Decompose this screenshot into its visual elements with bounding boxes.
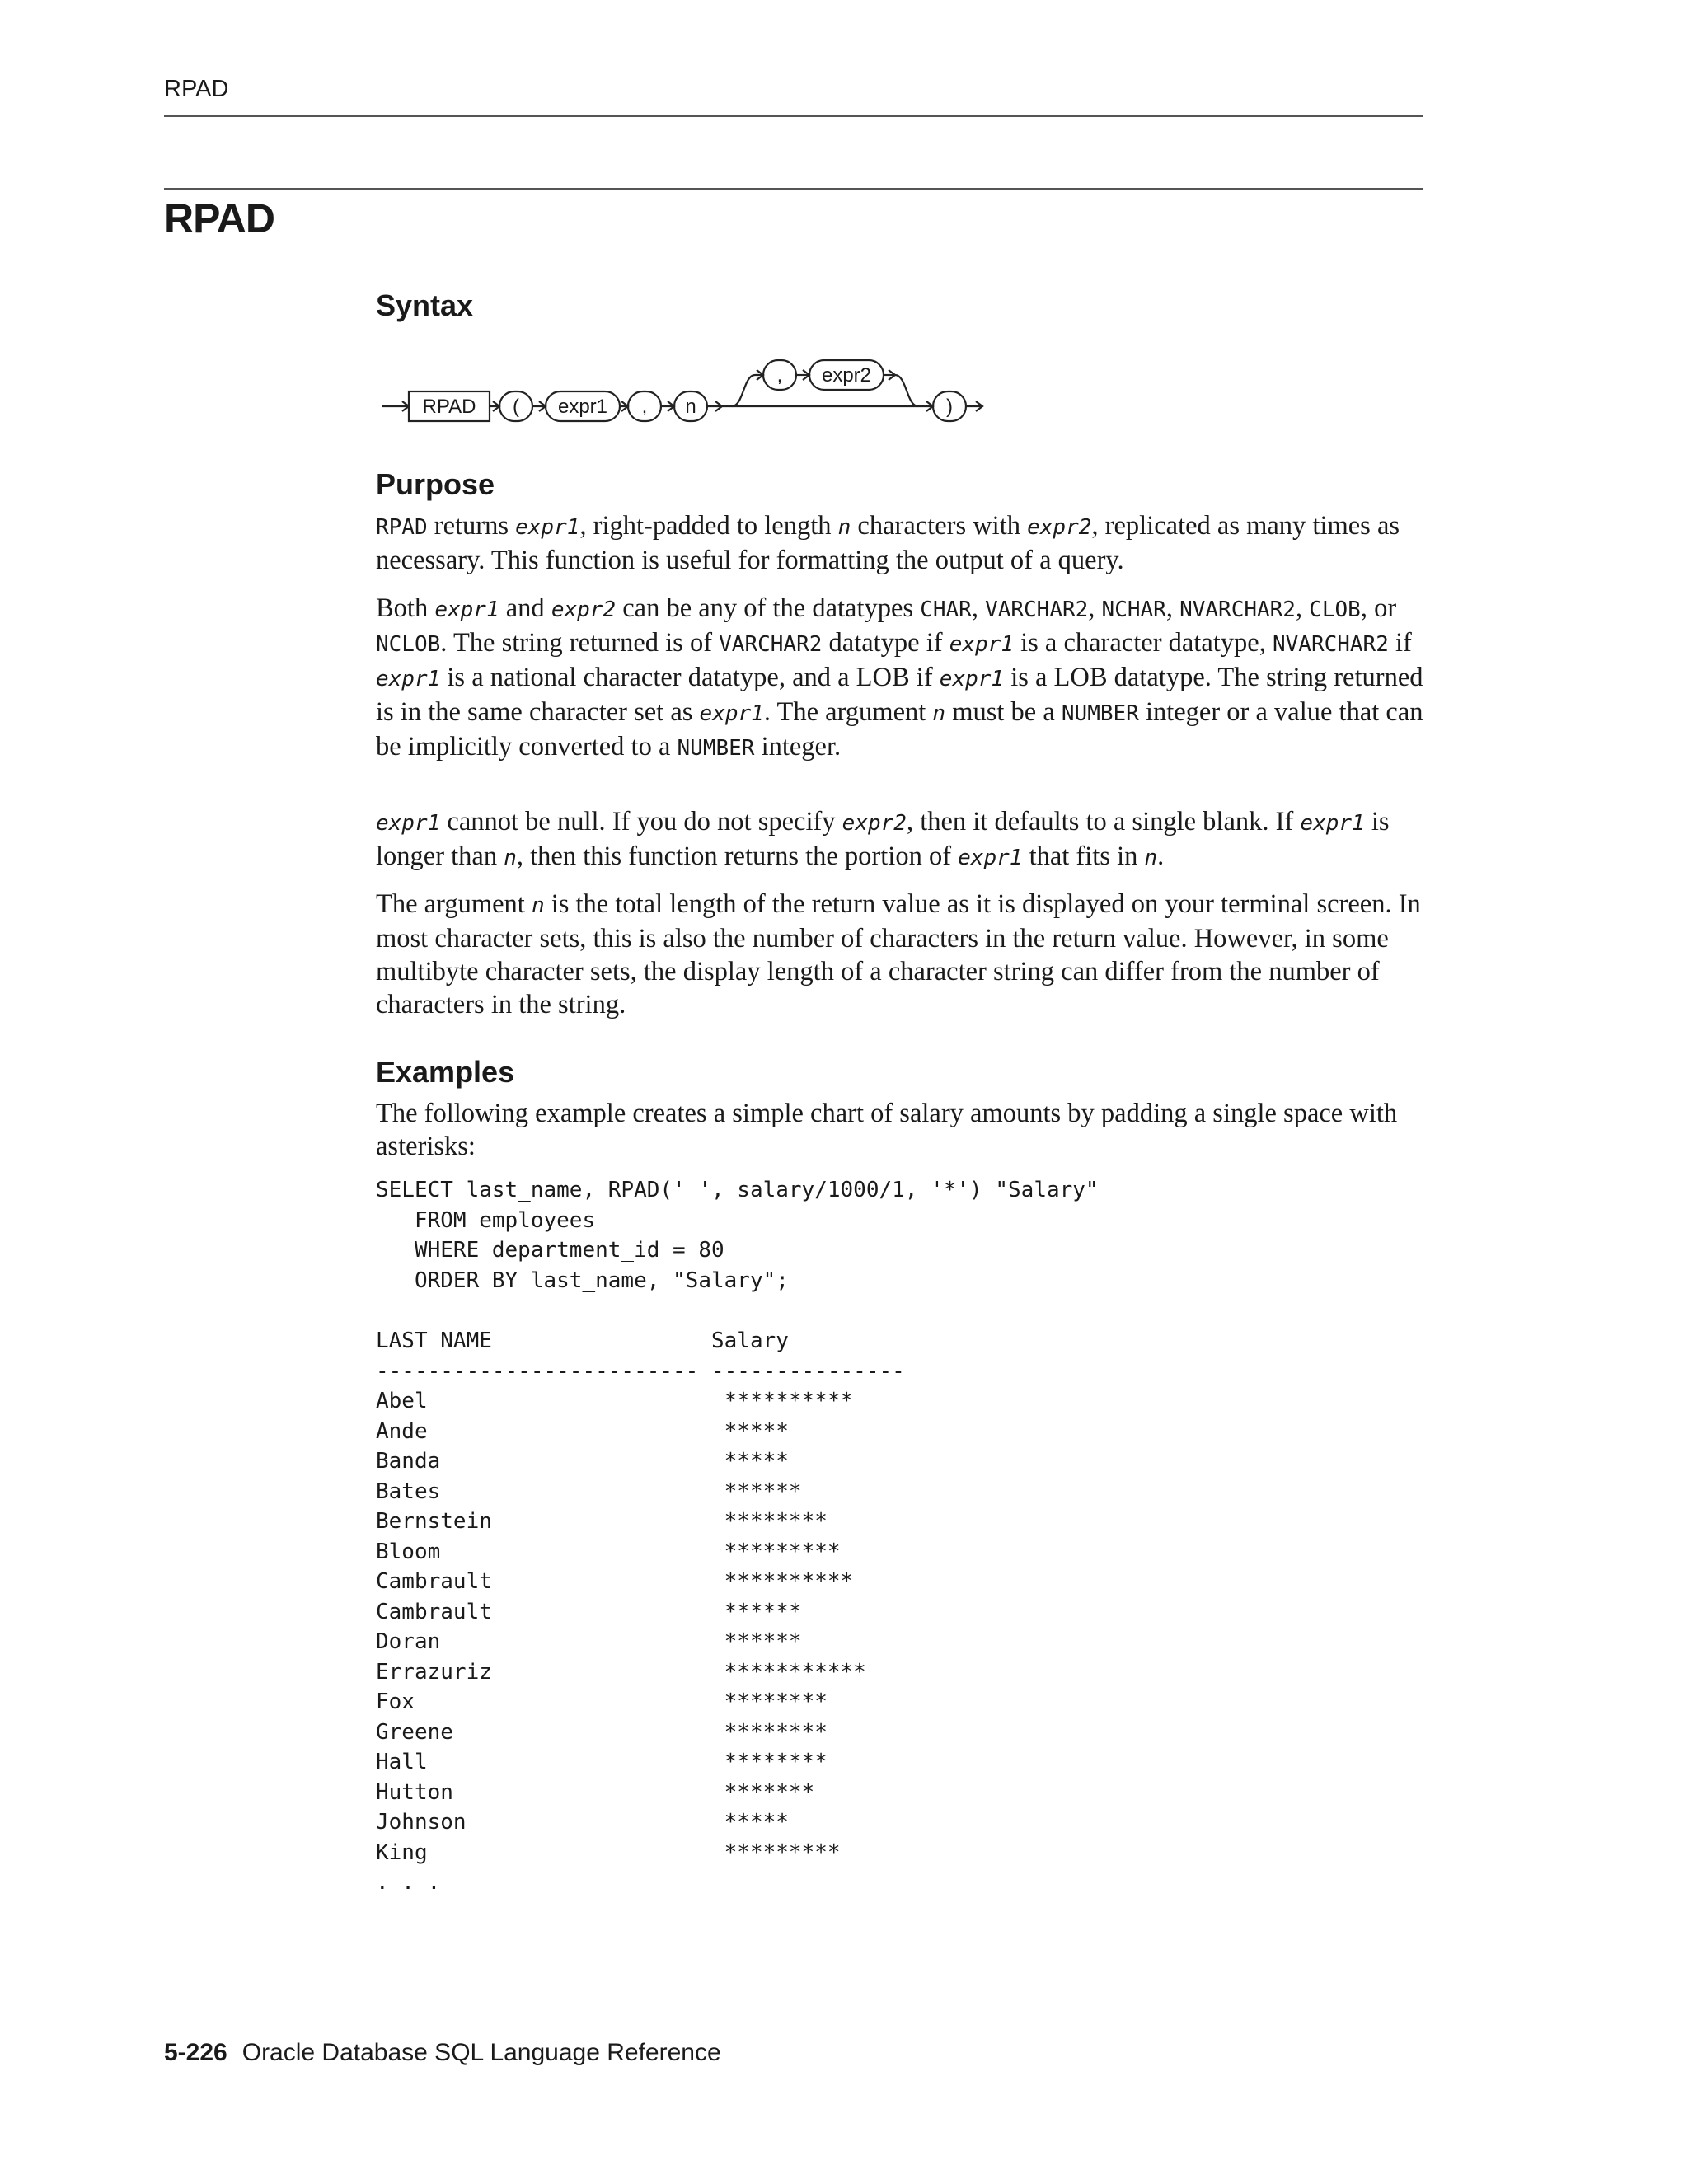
inline-code: CHAR [920, 598, 972, 622]
keyword-label: RPAD [422, 396, 476, 418]
close-paren-label: ) [946, 396, 953, 418]
inline-code: expr1 [958, 846, 1023, 870]
examples-intro: The following example creates a simple chart of salary amounts by padding a single space with asterisks: [376, 1099, 1398, 1161]
text-run: integer or a value that can be implicitly converted to a [376, 697, 1423, 762]
text-run: , [1088, 593, 1102, 623]
inline-code: RPAD [376, 515, 428, 540]
inline-code: NVARCHAR2 [1272, 632, 1389, 657]
inline-code: expr2 [842, 811, 907, 836]
running-header: RPAD [164, 76, 229, 102]
open-paren-label: ( [513, 396, 519, 418]
text-run: , [971, 593, 986, 623]
inline-code: expr1 [1300, 811, 1365, 836]
inline-code: n [504, 846, 517, 870]
text-run: is a national character datatype, and a LOB if [440, 663, 940, 692]
text-run: cannot be null. If you do not specify [440, 807, 842, 837]
branch-line [732, 375, 763, 406]
inline-code: expr1 [515, 515, 580, 540]
book-title: Oracle Database SQL Language Reference [241, 2039, 721, 2066]
n-label: n [685, 396, 696, 418]
inline-code: expr1 [949, 632, 1014, 657]
inline-code: expr1 [434, 598, 499, 622]
text-run: is the total length of the return value as it is displayed on your terminal screen. In most character sets, this is also the number of characters in the return value. However, in some multibyte character sets, the display length of a character string can differ from the number of characters in the string. [376, 889, 1421, 1019]
text-run: and [499, 593, 551, 623]
example-sql-code: SELECT last_name, RPAD(' ', salary/1000/1, '*') "Salary" FROM employees WHERE department_id = 80 ORDER BY last_name, "Salary"; [376, 1178, 1099, 1293]
syntax-heading: Syntax [376, 288, 474, 322]
inline-code: expr1 [699, 701, 764, 726]
text-run: , then it defaults to a single blank. If [906, 807, 1301, 837]
inline-code: NVARCHAR2 [1179, 598, 1296, 622]
branch-comma-label: , [776, 364, 783, 387]
text-run: if [1388, 628, 1412, 658]
expr2-label: expr2 [821, 364, 872, 387]
examples-heading: Examples [376, 1055, 515, 1089]
inline-code: CLOB [1309, 598, 1361, 622]
text-run: that fits in [1022, 841, 1145, 871]
inline-code: VARCHAR2 [985, 598, 1089, 622]
text-run: returns [427, 511, 516, 541]
text-run: , or [1360, 593, 1397, 623]
syntax-diagram [376, 342, 1019, 433]
text-run: , then this function returns the portion of [516, 841, 959, 871]
inline-code: NUMBER [677, 736, 755, 761]
title-rule [164, 188, 1423, 190]
text-run: is a character datatype, [1013, 628, 1273, 658]
purpose-paragraph-2 [376, 592, 1427, 765]
text-run: . The argument [763, 697, 933, 727]
inline-code: NUMBER [1061, 701, 1139, 726]
inline-code: n [531, 893, 545, 918]
inline-code: n [837, 515, 851, 540]
inline-code: n [1144, 846, 1158, 870]
text-run: integer. [754, 732, 842, 762]
text-run: , [1295, 593, 1310, 623]
purpose-paragraph-3 [376, 805, 1427, 874]
text-run: . The string returned is of [440, 628, 720, 658]
page-footer [164, 2039, 721, 2067]
expr1-label: expr1 [557, 396, 608, 418]
text-run: Both [376, 593, 435, 623]
inline-code: VARCHAR2 [719, 632, 823, 657]
purpose-paragraph-1 [376, 509, 1427, 577]
inline-code: expr2 [1027, 515, 1092, 540]
text-run: , replicated as many times as necessary. This function is useful for formatting the output of a query. [376, 511, 1400, 575]
inline-code: expr1 [939, 667, 1005, 691]
inline-code: expr1 [376, 811, 441, 836]
text-run: can be any of the datatypes [616, 593, 921, 623]
text-run: datatype if [822, 628, 950, 658]
text-run: is longer than [376, 807, 1390, 871]
purpose-paragraph-4 [376, 888, 1427, 1021]
example-query-output: LAST_NAME Salary ------------------------- --------------- Abel ********** Ande ***** Banda ***** Bates ****** Bernstein ******** Bloom ********* Cambrault ********** Cambrault ****** Doran ****** Errazuriz *********** Fox ******** Greene ******** Hall ******** Hutton ******* Johnson ***** King ********* . . . [376, 1329, 905, 1895]
text-run: , [1165, 593, 1180, 623]
text-run: The argument [376, 889, 532, 919]
inline-code: expr1 [376, 667, 441, 691]
inline-code: n [932, 701, 946, 726]
page-number: 5-226 [164, 2039, 227, 2066]
inline-code: NCLOB [376, 632, 441, 657]
page-title: RPAD [164, 195, 274, 241]
header-rule [164, 115, 1423, 117]
text-run: . [1157, 841, 1165, 871]
text-run: characters with [851, 511, 1028, 541]
inline-code: expr2 [551, 598, 617, 622]
inline-code: NCHAR [1101, 598, 1166, 622]
text-run: is a LOB datatype. The string returned is in the same character set as [376, 663, 1423, 727]
comma-label: , [641, 396, 648, 418]
text-run: , right-padded to length [579, 511, 838, 541]
text-run: must be a [945, 697, 1062, 727]
purpose-heading: Purpose [376, 467, 495, 501]
